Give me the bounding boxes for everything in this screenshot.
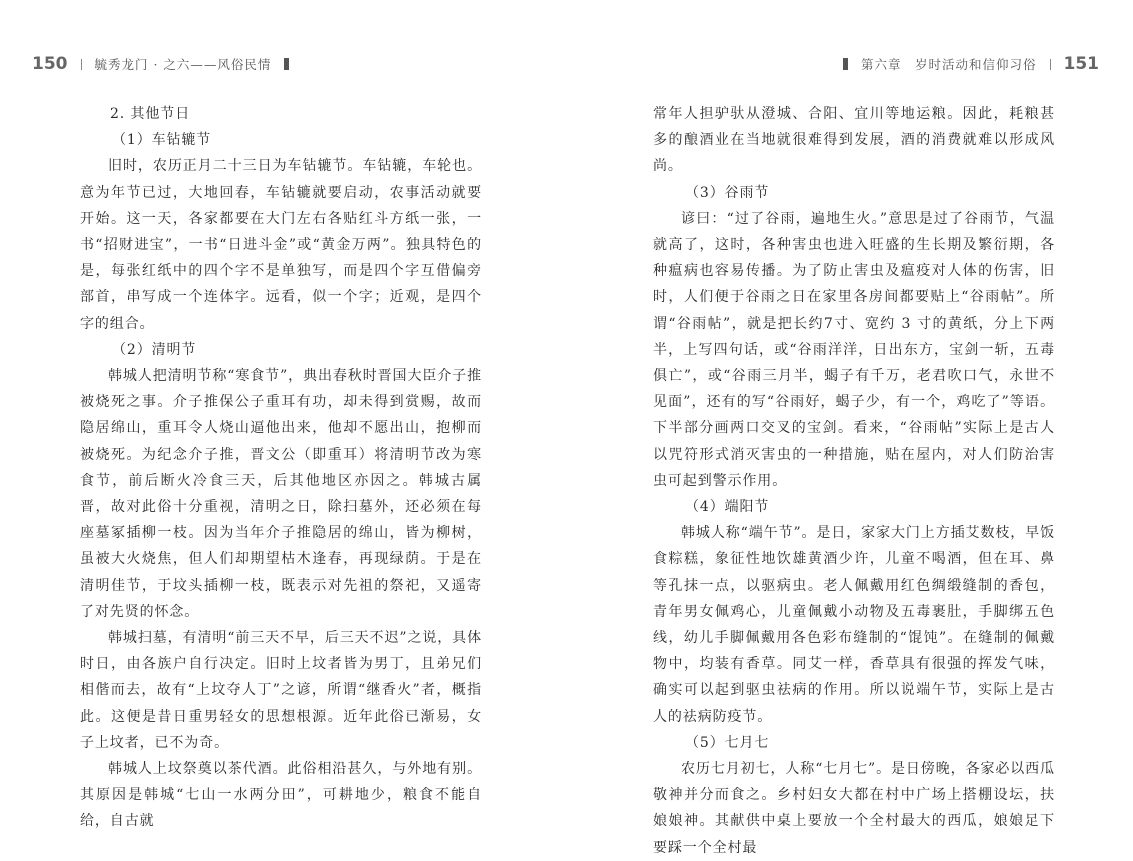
body-paragraph-continued: 常年人担驴驮从澄城、合阳、宜川等地运粮。因此，耗粮甚多的酿酒业在当地就很难得到发展，酒的消费就难以形成风尚。 [653,106,1055,175]
left-page [0,0,566,830]
right-page [567,0,1133,856]
page-number: 150 [32,54,68,74]
body-paragraph: 韩城人称“端午节”。是日，家家大门上方插艾数枝，早饭食粽糕，象征性地饮雄黄酒少许，儿童不喝酒，但在耳、鼻等孔抹一点，以驱病虫。老人佩戴用红色绸缎缝制的香包，青年男女佩鸡心，儿童佩戴小动物及五毒裹肚，手脚绑五色线，幼儿手脚佩戴用各色彩布缝制的“馄饨”。在缝制的佩戴物中，均装有香草。同艾一样，香草具有很强的挥发气味，确实可以起到驱虫祛病的作用。所以说端午节，实际上是古人的祛病防疫节。 [653,525,1055,725]
left-page-header [32,52,289,76]
body-paragraph: 旧时，农历正月二十三日为车钻辘节。车钻辘，车轮也。意为年节已过，大地回春，车钻辘就要启动，农事活动就要开始。这一天，各家都要在大门左右各贴红斗方纸一张，一书“招财进宝”，一书“日进斗金”或“黄金万两”。独具特色的是，每张红纸中的四个字不是单独写，而是四个字互借偏旁部首，串写成一个连体字。远看，似一个字；近观，是四个字的组合。 [80,158,482,332]
subsection-heading: （5）七月七 [685,734,770,751]
running-header-title: 毓秀龙门 · 之六——风俗民情 [94,57,272,72]
body-paragraph: 韩城人上坟祭奠以茶代酒。此俗相沿甚久，与外地有别。其原因是韩城“七山一水两分田”，可耕地少，粮食不能自给，自古就 [80,761,482,830]
running-header-title: 第六章 岁时活动和信仰习俗 [860,57,1037,72]
section-heading: 2. 其他节日 [110,106,191,122]
header-block-mark [284,58,289,70]
right-page-body [653,101,1055,861]
body-paragraph: 农历七月初七，人称“七月七”。是日傍晚，各家必以西瓜敬神并分而食之。乡村妇女大都在村中广场上搭棚设坛，扶娘娘神。其献供中桌上要放一个全村最大的西瓜，娘娘足下要踩一个全村最 [653,761,1055,856]
header-block-mark [843,58,848,70]
right-page-header [843,52,1099,76]
subsection-heading: （3）谷雨节 [685,184,770,201]
subsection-heading: （2）清明节 [112,341,197,358]
header-separator [81,59,82,70]
body-paragraph: 韩城人把清明节称“寒食节”，典出春秋时晋国大臣介子推被烧死之事。介子推保公子重耳有功，却未得到赏赐，故而隐居绵山，重耳令人烧山逼他出来，他却不愿出山，抱柳而被烧死。为纪念介子推，晋文公（即重耳）将清明节改为寒食节，前后断火冷食三天，后其他地区亦因之。韩城古属晋，故对此俗十分重视，清明之日，除扫墓外，还必须在每座墓冢插柳一枝。因为当年介子推隐居的绵山，皆为柳树，虽被大火烧焦，但人们却期望枯木逢春，再现绿荫。于是在清明佳节，于坟头插柳一枝，既表示对先祖的祭祀，又遥寄了对先贤的怀念。 [80,368,482,620]
body-paragraph: 谚曰：“过了谷雨，遍地生火。”意思是过了谷雨节，气温就高了，这时，各种害虫也进入旺盛的生长期及繁衍期，各种瘟病也容易传播。为了防止害虫及瘟疫对人体的伤害，旧时，人们便于谷雨之日在家里各房间都要贴上“谷雨帖”。所谓“谷雨帖”，就是把长约7寸、宽约 3 寸的黄纸，分上下两半，上写四句话，或“谷雨洋洋，日出东方，宝剑一斩，五毒俱亡”，或“谷雨三月半，蝎子有千万，老君吹口气，永世不见面”，还有的写“谷雨好，蝎子少，有一个，鸡吃了”等语。下半部分画两口交叉的宝剑。看来，“谷雨帖”实际上是古人以咒符形式消灭害虫的一种措施，贴在屋内，对人们防治害虫可起到警示作用。 [653,210,1055,489]
body-paragraph: 韩城扫墓，有清明“前三天不早，后三天不迟”之说，具体时日，由各族户自行决定。旧时上坟者皆为男丁，且弟兄们相偕而去，故有“上坟夺人丁”之谚，所谓“继香火”者，概指此。这便是昔日重男轻女的思想根源。近年此俗已渐易，女子上坟者，已不为奇。 [80,630,482,751]
subsection-heading: （4）端阳节 [685,499,770,516]
left-page-body [80,101,482,835]
header-separator [1050,59,1051,70]
page-number: 151 [1063,54,1099,74]
subsection-heading: （1）车钻辘节 [112,132,212,149]
